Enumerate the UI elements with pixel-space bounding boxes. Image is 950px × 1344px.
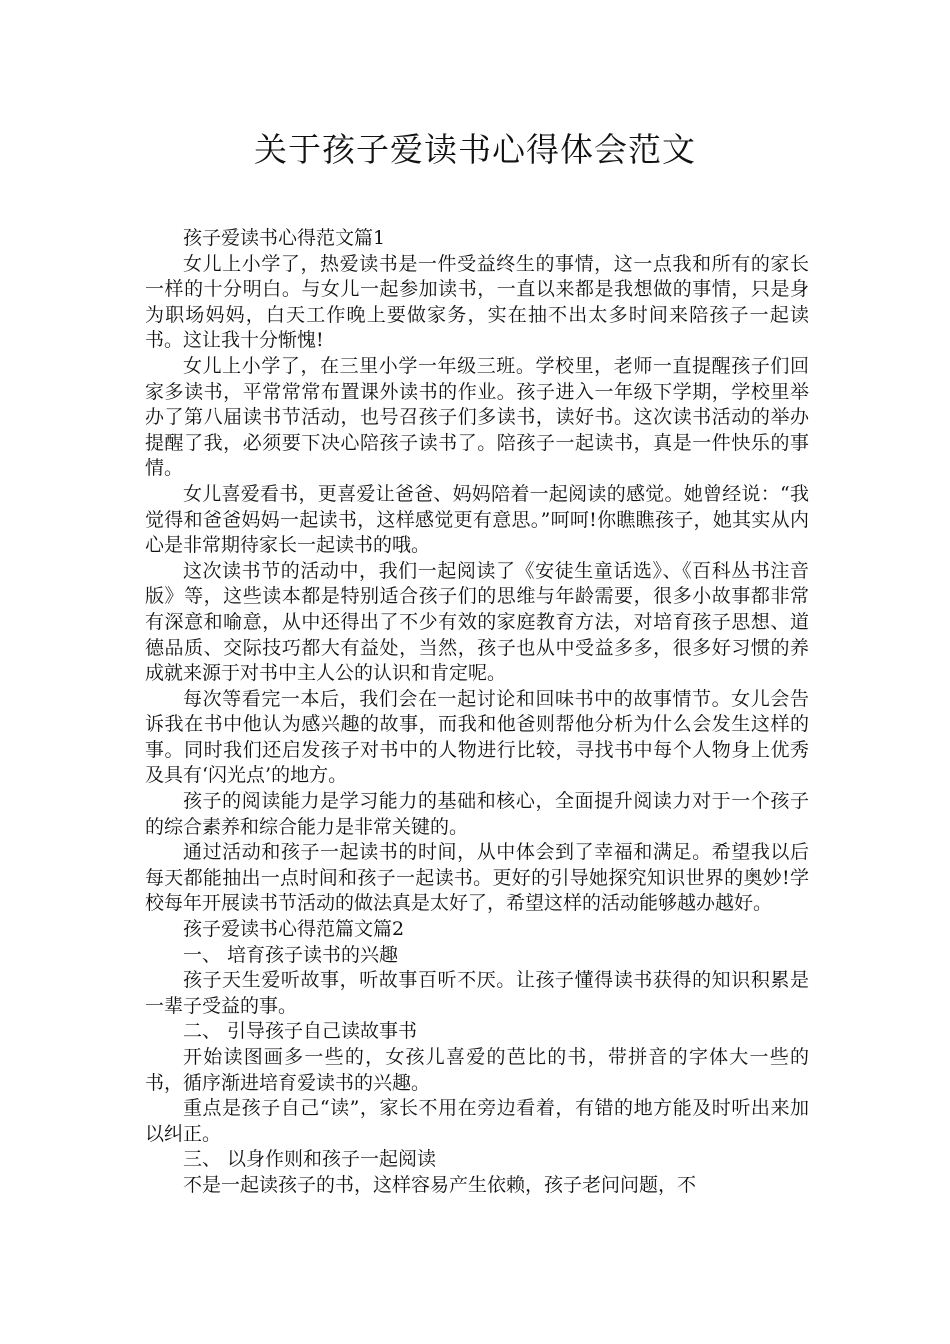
body-paragraph: 不是一起读孩子的书，这样容易产生依赖，孩子老问问题，不 (183, 1173, 697, 1196)
body-paragraph: 女儿上小学了，热爱读书是一件受益终生的事情，这一点我和所有的家长一样的十分明白。与女儿一起参加读书，一直以来都是我想做的事情，只是身为职场妈妈，白天工作晚上要做家务，实在抽不出太多时间来陪孩子一起读书。这让我十分惭愧! (145, 252, 809, 352)
body-paragraph: 重点是孩子自己“读”，家长不用在旁边看着，有错的地方能及时听出来加以纠正。 (145, 1097, 809, 1145)
body-paragraph: 每次等看完一本后，我们会在一起讨论和回味书中的故事情节。女儿会告诉我在书中他认为感兴趣的故事，而我和他爸则帮他分析为什么会发生这样的事。同时我们还启发孩子对书中的人物进行比较，寻找书中每个人物身上优秀及具有‘闪光点’的地方。 (145, 687, 809, 787)
section-heading-1: 孩子爱读书心得范文篇1 (183, 227, 386, 249)
body-paragraph: 孩子的阅读能力是学习能力的基础和核心，全面提升阅读力对于一个孩子的综合素养和综合能力是非常关键的。 (145, 790, 809, 838)
subheading: 三、 以身作则和孩子一起阅读 (183, 1148, 437, 1171)
body-paragraph: 开始读图画多一些的，女孩儿喜爱的芭比的书，带拼音的字体大一些的书，循序渐进培育爱读书的兴趣。 (145, 1046, 809, 1094)
body-paragraph: 这次读书节的活动中，我们一起阅读了《安徒生童话选》、《百科丛书注音版》等，这些读本都是特别适合孩子们的思维与年龄需要，很多小故事都非常有深意和喻意，从中还得出了不少有效的家庭教育方法，对培育孩子思想、道德品质、交际技巧都大有益处，当然，孩子也从中受益多多，很多好习惯的养成就来源于对书中主人公的认识和肯定呢。 (145, 559, 809, 685)
body-paragraph: 通过活动和孩子一起读书的时间，从中体会到了幸福和满足。希望我以后每天都能抽出一点时间和孩子一起读书。更好的引导她探究知识世界的奥妙!学校每年开展读书节活动的做法真是太好了，希望这样的活动能够越办越好。 (145, 841, 809, 915)
body-paragraph: 孩子天生爱听故事，听故事百听不厌。让孩子懂得读书获得的知识积累是一辈子受益的事。 (145, 969, 809, 1017)
body-paragraph: 女儿喜爱看书，更喜爱让爸爸、妈妈陪着一起阅读的感觉。她曾经说：“我觉得和爸爸妈妈一起读书，这样感觉更有意思。”呵呵!你瞧瞧孩子，她其实从内心是非常期待家长一起读书的哦。 (145, 482, 809, 557)
subheading: 二、 引导孩子自己读故事书 (183, 1020, 418, 1043)
section-heading-2: 孩子爱读书心得范篇文篇2 (183, 918, 405, 941)
document-title: 关于孩子爱读书心得体会范文 (254, 130, 696, 169)
document-body (145, 226, 809, 1199)
subheading: 一、 培育孩子读书的兴趣 (183, 943, 399, 966)
body-paragraph: 女儿上小学了，在三里小学一年级三班。学校里，老师一直提醒孩子们回家多读书，平常常常布置课外读书的作业。孩子进入一年级下学期，学校里举办了第八届读书节活动，也号召孩子们多读书，读好书。这次读书活动的举办提醒了我，必须要下决心陪孩子读书了。陪孩子一起读书，真是一件快乐的事情。 (145, 354, 809, 480)
